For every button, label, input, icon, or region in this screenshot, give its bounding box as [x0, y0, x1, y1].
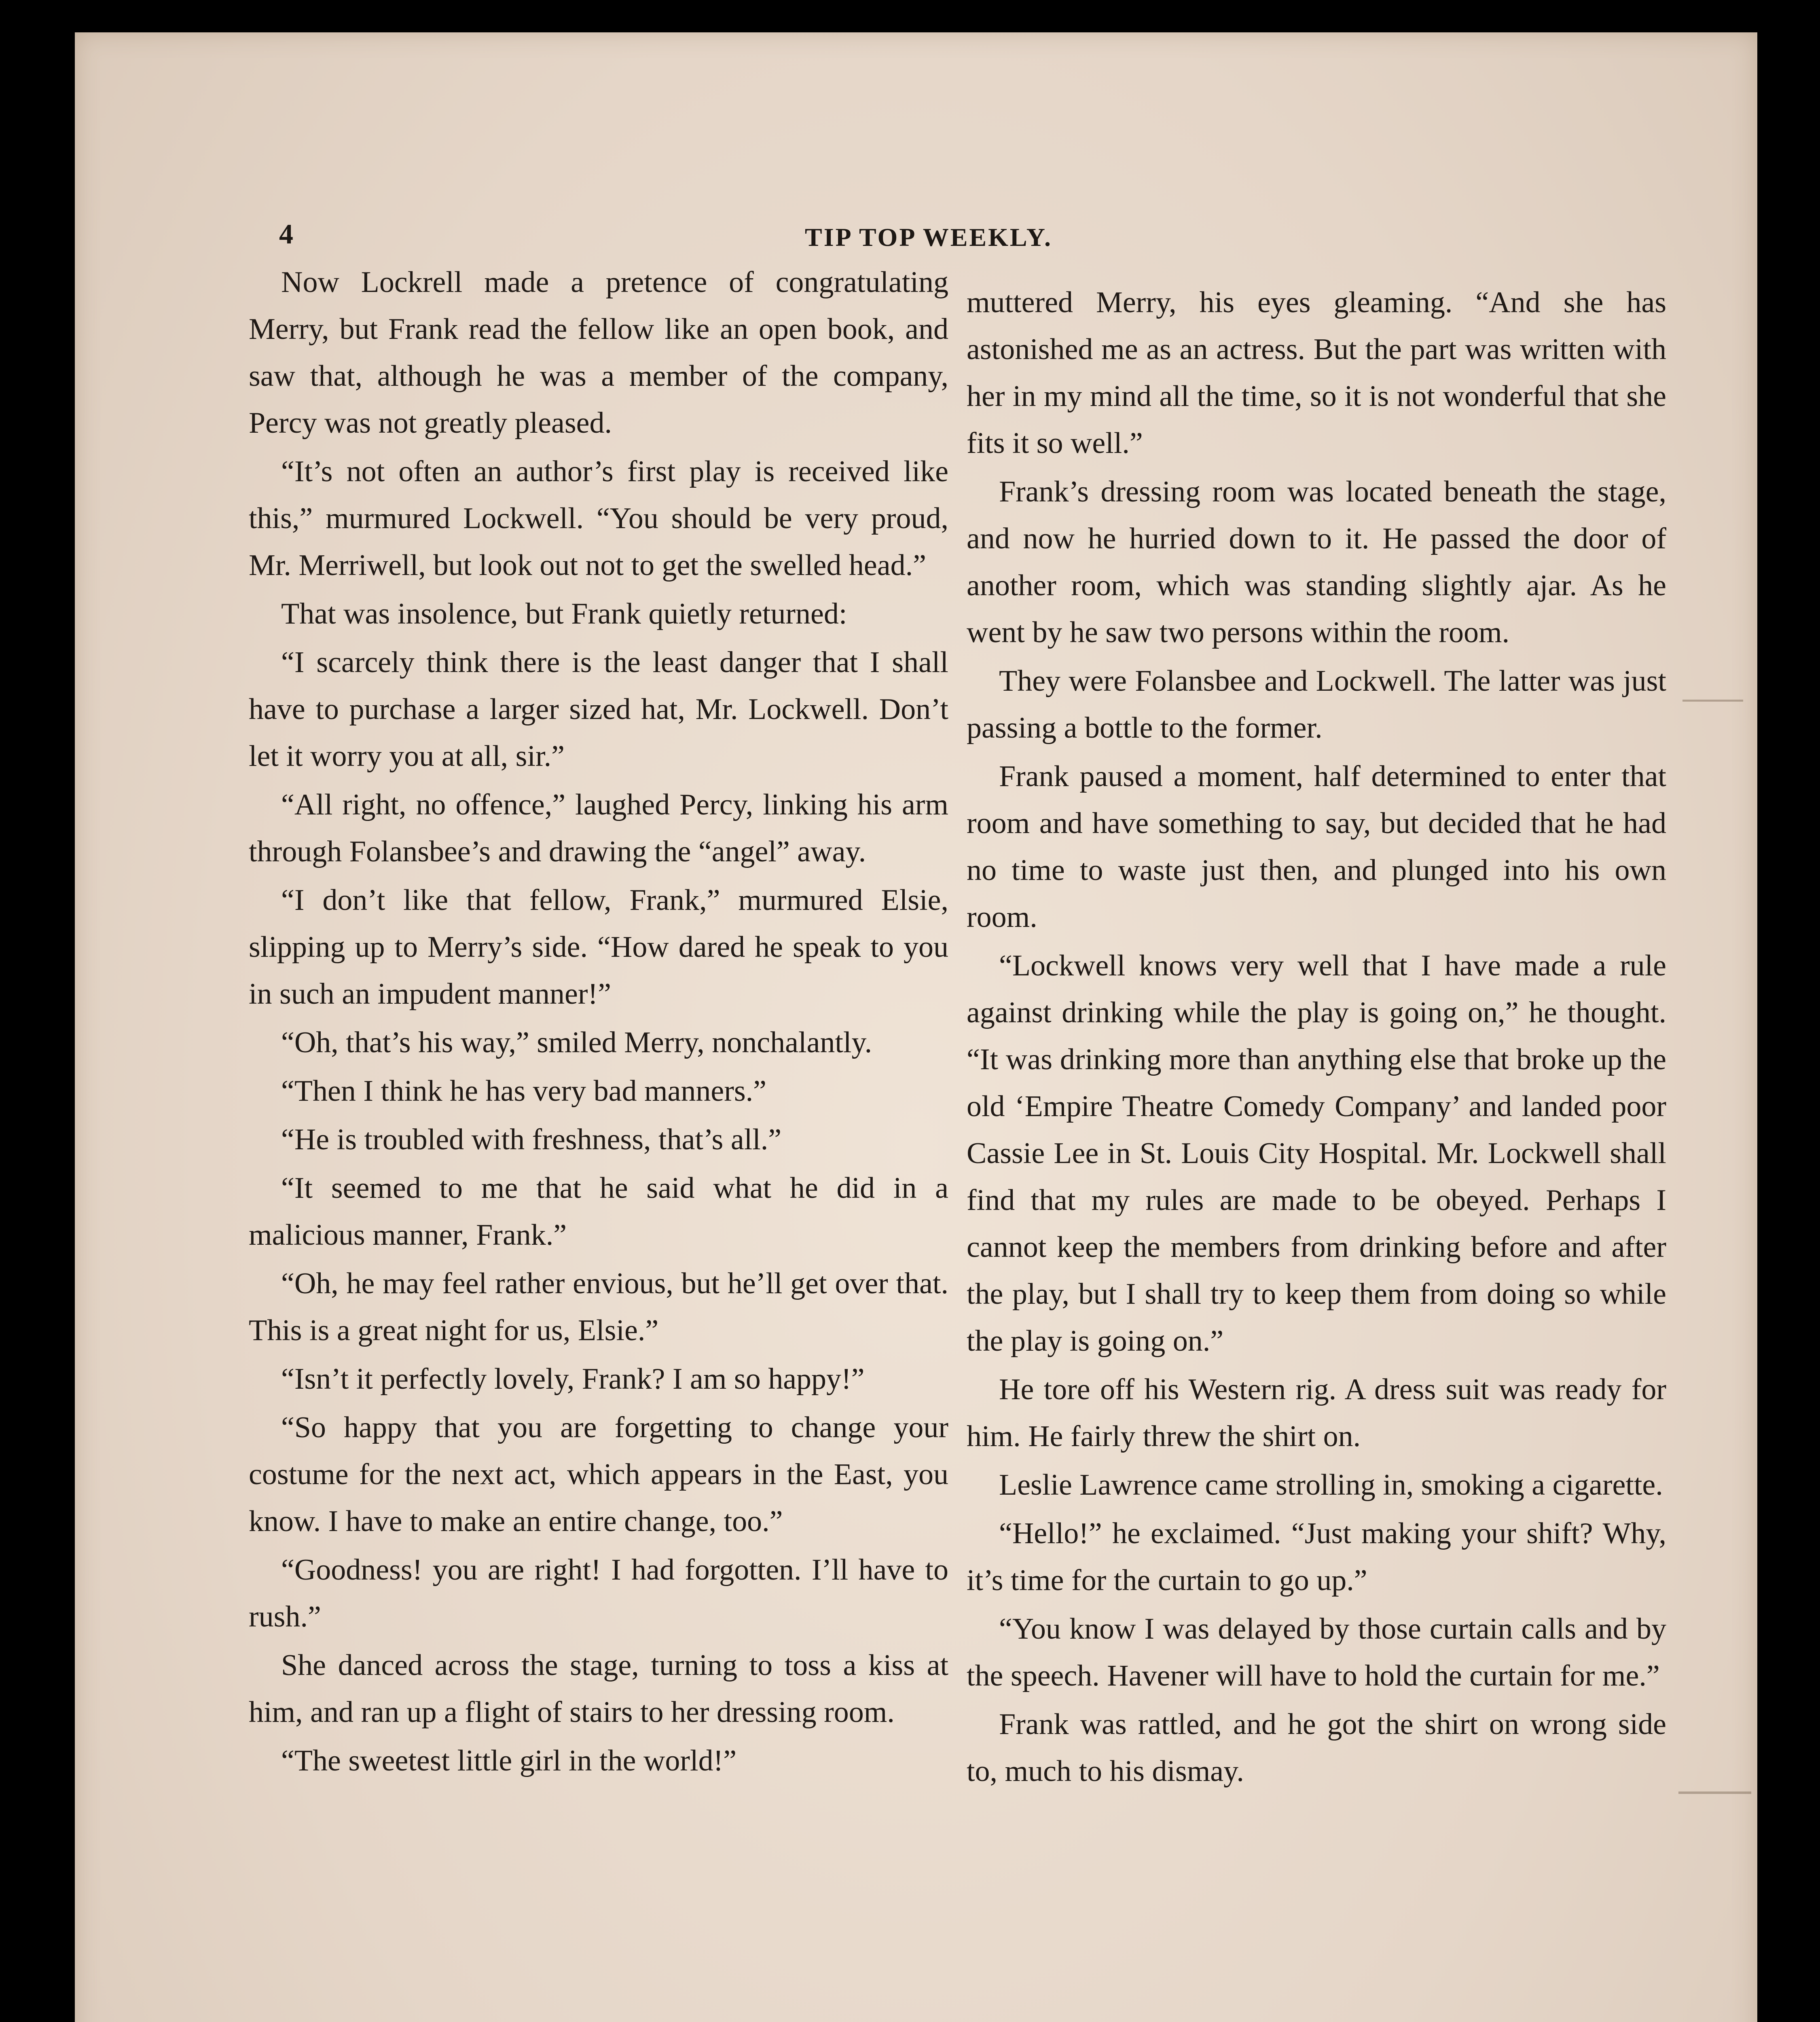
paragraph: “It seemed to me that he said what he did in a malicious manner, Frank.”: [249, 1172, 948, 1252]
paragraph: Now Lockrell made a pretence of congratulating Merry, but Frank read the fellow like an open book, and saw that, although he was a member of the company, Percy was not greatly pleased.: [249, 266, 948, 440]
paragraph: “The sweetest little girl in the world!”: [281, 1744, 737, 1777]
paragraph: “Oh, that’s his way,” smiled Merry, nonchalantly.: [281, 1026, 872, 1059]
paragraph: Frank paused a moment, half determined to enter that room and have something to say, but decided that he had no time to waste just then, and plunged into his own room.: [967, 760, 1666, 934]
paragraph: He tore off his Western rig. A dress suit was ready for him. He fairly threw the shirt on.: [967, 1373, 1666, 1453]
paragraph: Leslie Lawrence came strolling in, smoking a cigarette.: [999, 1468, 1663, 1502]
paragraph: “I don’t like that fellow, Frank,” murmured Elsie, slipping up to Merry’s side. “How dared he speak to you in such an impudent manner!”: [249, 884, 948, 1011]
paragraph: “Hello!” he exclaimed. “Just making your shift? Why, it’s time for the curtain to go up.”: [967, 1517, 1666, 1597]
journal-title: TIP TOP WEEKLY.: [805, 223, 1053, 252]
paragraph: muttered Merry, his eyes gleaming. “And she has astonished me as an actress. But the part was written with her in my mind all the time, so it is not wonderful that she fits it so well.”: [967, 286, 1666, 460]
paragraph: “Then I think he has very bad manners.”: [281, 1074, 767, 1108]
paragraph: “I scarcely think there is the least danger that I shall have to purchase a larger sized hat, Mr. Lockwell. Don’t let it worry you at all, sir.”: [249, 646, 948, 773]
paragraph: They were Folansbee and Lockwell. The latter was just passing a bottle to the former.: [967, 664, 1666, 745]
paragraph: “Lockwell knows very well that I have made a rule against drinking while the play is going on,” he thought. “It was drinking more than anything else that broke up the old ‘Empire Theatre Comedy Company’ and landed poor Cassie Lee in St. Louis City Hospital. Mr. Lockwell shall find that my rules are made to be obeyed. Perhaps I cannot keep the members from drinking before and after the play, but I shall try to keep them from doing so while the play is going on.”: [967, 949, 1666, 1358]
right-column: [967, 279, 1666, 1796]
paragraph: “It’s not often an author’s first play is received like this,” murmured Lockwell. “You should be very proud, Mr. Merriwell, but look out not to get the swelled head.”: [249, 455, 948, 582]
paragraph: She danced across the stage, turning to toss a kiss at him, and ran up a flight of stairs to her dressing room.: [249, 1649, 948, 1729]
page-crease: [1678, 1791, 1751, 1794]
paragraph: Frank was rattled, and he got the shirt on wrong side to, much to his dismay.: [967, 1708, 1666, 1788]
paragraph: “All right, no offence,” laughed Percy, linking his arm through Folansbee’s and drawing the “angel” away.: [249, 788, 948, 868]
paragraph: That was insolence, but Frank quietly returned:: [281, 597, 847, 630]
paragraph: Frank’s dressing room was located beneath the stage, and now he hurried down to it. He passed the door of another room, which was standing slightly ajar. As he went by he saw two persons within the room.: [967, 475, 1666, 649]
page-number: 4: [279, 219, 293, 250]
paragraph: “You know I was delayed by those curtain calls and by the speech. Havener will have to hold the curtain for me.”: [967, 1612, 1666, 1692]
page-crease: [1682, 700, 1743, 702]
left-column: [249, 259, 948, 1786]
paragraph: “Oh, he may feel rather envious, but he’ll get over that. This is a great night for us, Elsie.”: [249, 1267, 948, 1347]
paragraph: “Goodness! you are right! I had forgotten. I’ll have to rush.”: [249, 1553, 948, 1633]
paragraph: “So happy that you are forgetting to change your costume for the next act, which appears in the East, you know. I have to make an entire change, too.”: [249, 1411, 948, 1538]
paragraph: “He is troubled with freshness, that’s all.”: [281, 1123, 782, 1156]
running-head: [259, 218, 1699, 255]
paragraph: “Isn’t it perfectly lovely, Frank? I am so happy!”: [281, 1362, 865, 1396]
